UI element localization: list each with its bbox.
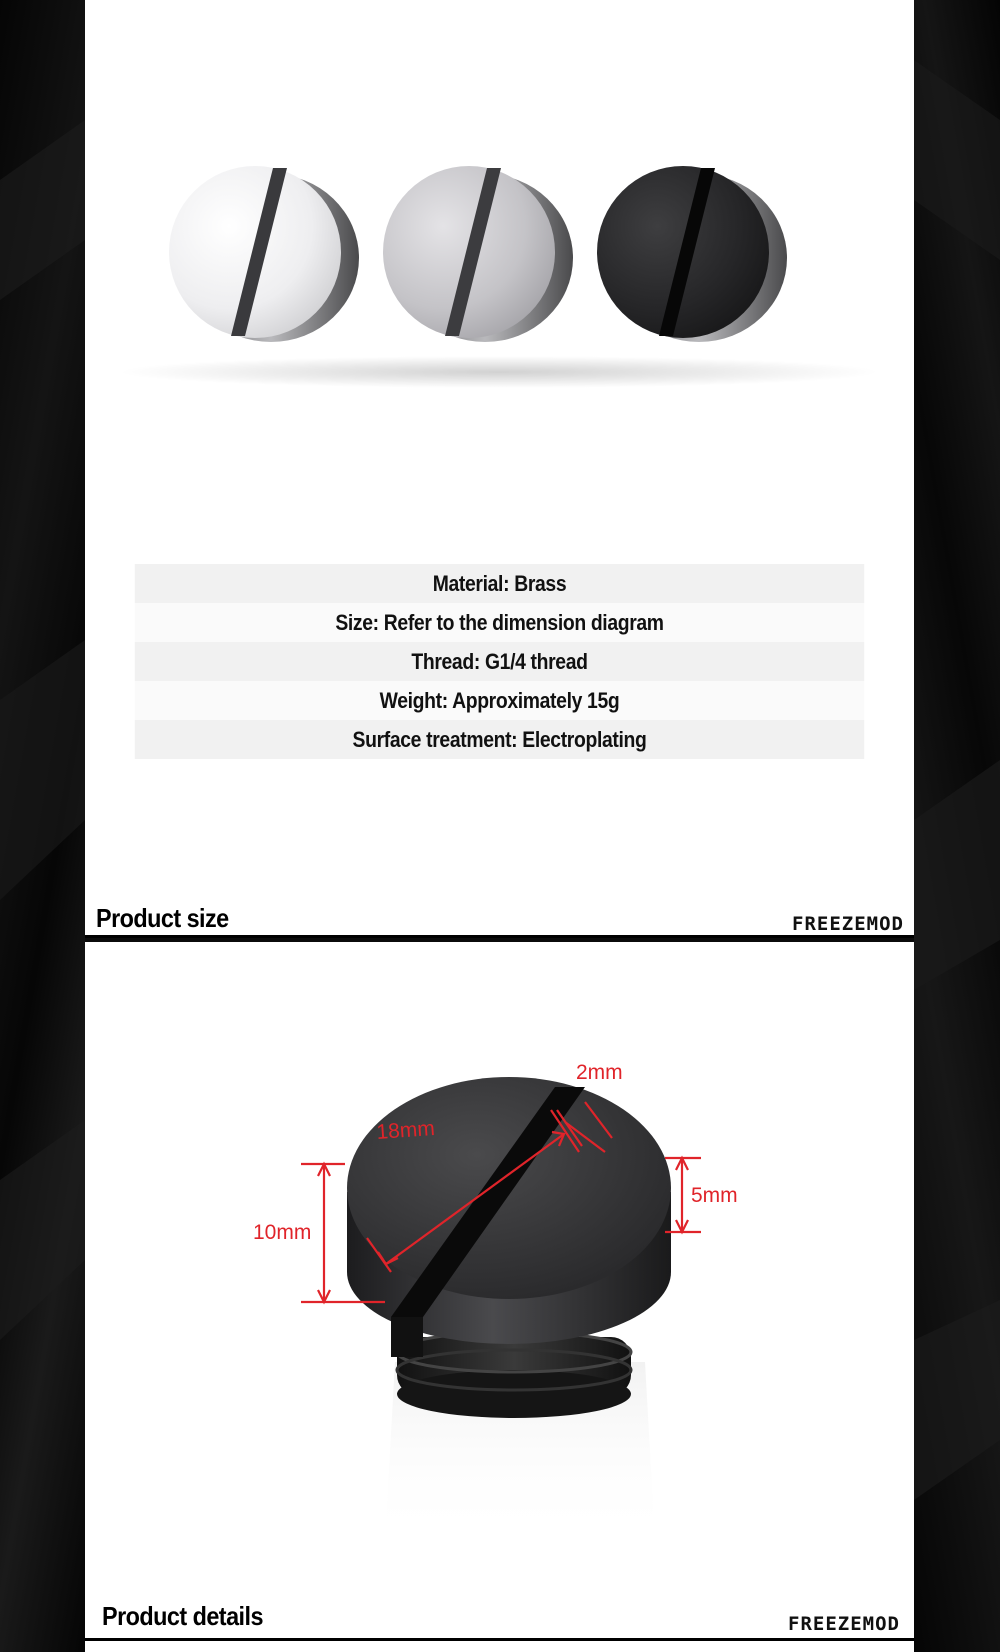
- right-texture: [914, 0, 1000, 1652]
- dimension-diagram: [85, 942, 914, 1652]
- label-slot-width: 2mm: [576, 1061, 623, 1084]
- section-divider-top: [85, 935, 914, 938]
- label-slot-length: 18mm: [375, 1116, 436, 1144]
- grey-cap: [383, 166, 573, 342]
- brand-logo-bottom: FREEZEMOD: [788, 1613, 900, 1635]
- black-cap: [597, 166, 787, 342]
- product-panel-bottom: [85, 942, 914, 1652]
- section-title-product-details: Product details: [102, 1601, 263, 1631]
- section-divider-bottom: [85, 1638, 914, 1641]
- spec-list: [85, 564, 914, 759]
- right-background: [914, 0, 1000, 1652]
- thread-section: [397, 1332, 631, 1418]
- brand-logo-top: FREEZEMOD: [792, 913, 904, 935]
- product-panel-top: [85, 0, 914, 938]
- spec-thread: Thread: G1/4 thread: [135, 642, 865, 681]
- section-title-product-size: Product size: [96, 903, 229, 933]
- label-total-height: 10mm: [253, 1221, 312, 1244]
- spec-surface: Surface treatment: Electroplating: [135, 720, 865, 759]
- spec-material: Material: Brass: [135, 564, 865, 603]
- spec-weight: Weight: Approximately 15g: [135, 681, 865, 720]
- silver-cap: [169, 166, 359, 342]
- cap-variants-image: [85, 140, 914, 400]
- label-cap-height: 5mm: [691, 1184, 738, 1207]
- spec-size: Size: Refer to the dimension diagram: [135, 603, 865, 642]
- left-texture: [0, 0, 85, 1652]
- left-background: [0, 0, 85, 1652]
